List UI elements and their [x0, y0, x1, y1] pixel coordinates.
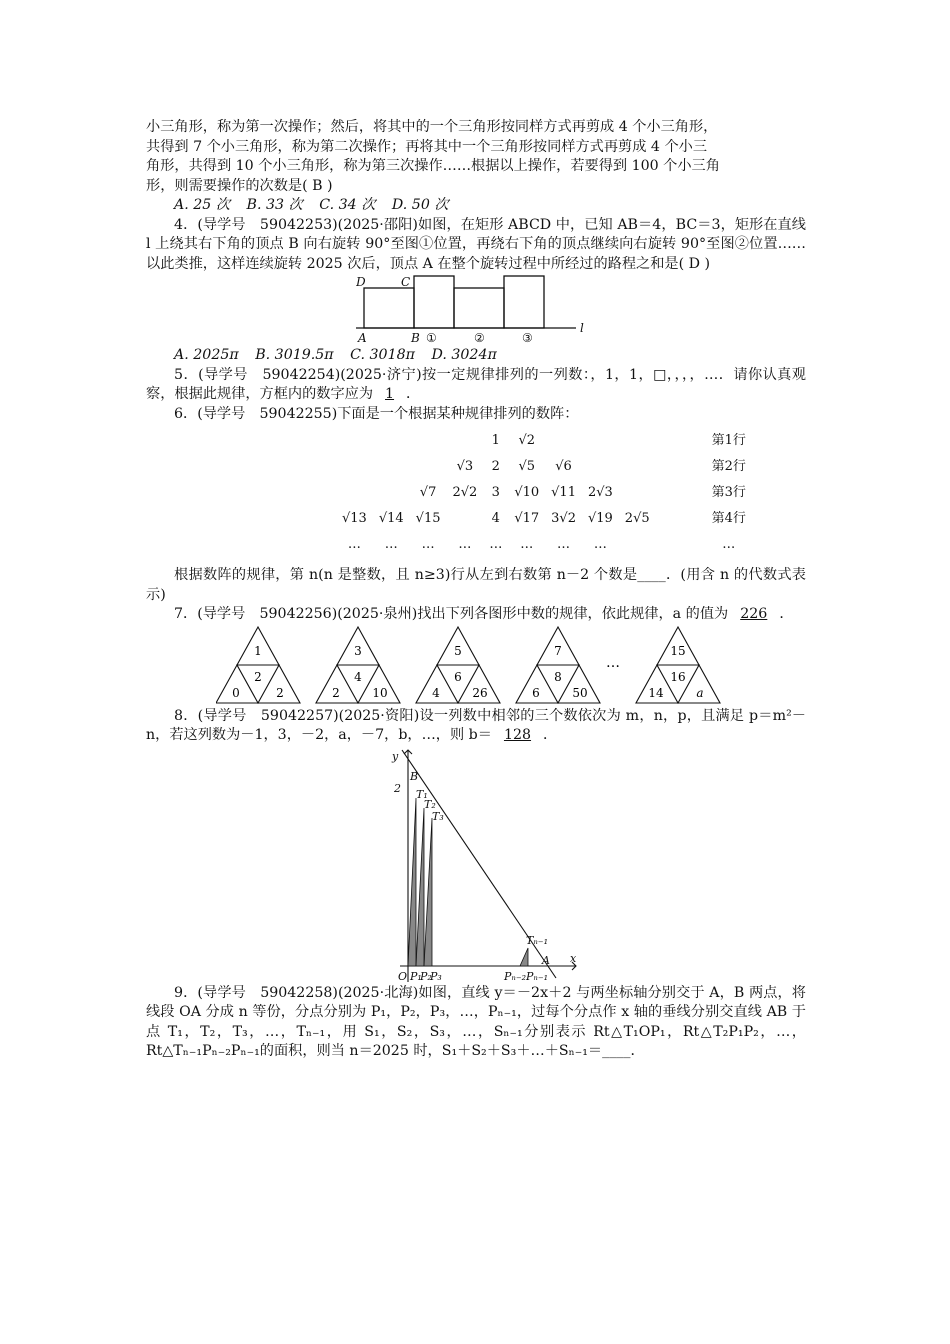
q5-answer: 1	[385, 386, 395, 402]
triangle-number-left: 6	[532, 685, 540, 700]
triangle-number-right: a	[696, 685, 704, 700]
label-circle-3: ③	[522, 331, 533, 345]
triangle-number-mid: 16	[670, 669, 686, 684]
triangle-number-right: 2	[276, 685, 284, 700]
triangle-number-left: 2	[332, 685, 340, 700]
label-d: D	[356, 275, 366, 289]
q7-answer: 226	[740, 606, 768, 622]
triangle-figure	[216, 627, 300, 703]
array-cell	[619, 480, 656, 506]
array-row	[336, 454, 752, 480]
label-circle-2: ②	[474, 331, 485, 345]
array-cell	[373, 480, 410, 506]
coordinate-figure	[386, 746, 586, 984]
triangle-number-mid: 2	[254, 669, 262, 684]
array-cell: …	[421, 537, 435, 553]
array-cell	[619, 428, 656, 454]
array-cell: 3√2	[551, 511, 576, 527]
label-pn2: Pₙ₋₂	[504, 969, 527, 983]
array-row	[336, 480, 752, 506]
triangle-number-mid: 4	[354, 669, 362, 684]
triangle-sn1	[520, 948, 528, 966]
array-cell: √2	[518, 433, 535, 449]
array-cell	[336, 480, 373, 506]
label-t2: T₂	[424, 797, 436, 811]
label-y: y	[392, 749, 399, 763]
triangle-number-mid: 6	[454, 669, 462, 684]
array-row-label: …	[722, 537, 736, 553]
array-cell: …	[520, 537, 534, 553]
array-cell: √6	[555, 459, 572, 475]
array-row-label: 第4行	[711, 511, 746, 527]
rectangle-position-2	[454, 288, 504, 328]
label-t1: T₁	[416, 787, 428, 801]
array-cell	[656, 480, 668, 506]
q7-text: 7．(导学号 59042256)(2025·泉州)找出下列各图形中数的规律，依此规律，a 的值为 226 ．	[174, 606, 794, 622]
array-cell	[373, 428, 410, 454]
array-cell: …	[384, 537, 398, 553]
array-cell	[446, 428, 483, 454]
q3-line-3: 角形，共得到 10 个小三角形，称为第三次操作……根据以上操作，若要得到 100 个小三角	[146, 158, 720, 174]
label-c: C	[401, 275, 411, 289]
label-o: O	[398, 969, 408, 983]
q4-option-b: B. 3019.5π	[255, 347, 334, 363]
rectangle-position-3	[504, 276, 544, 328]
array-cell	[619, 532, 656, 558]
q6-text: 6．(导学号 59042255)下面是一个根据某种规律排列的数阵：	[174, 405, 579, 422]
array-cell: √19	[587, 511, 613, 527]
q4-option-c: C. 3018π	[350, 347, 415, 363]
array-cell	[582, 454, 619, 480]
array-cell: √15	[415, 511, 441, 527]
array-cell	[656, 532, 668, 558]
array-cell: √14	[378, 511, 404, 527]
triangle-figure	[516, 627, 600, 703]
label-l: l	[580, 321, 584, 335]
array-cell: …	[593, 537, 607, 553]
triangle-number-top: 1	[254, 643, 262, 658]
array-cell	[336, 428, 373, 454]
q8-text: 8．(导学号 59042257)(2025·资阳)设一列数中相邻的三个数依次为 m，n，p，且满足 p＝m²－n，若这列数为－1，3，－2，a，－7，b，…，则 b＝ 128 ．	[146, 707, 806, 743]
q4-option-d: D. 3024π	[431, 347, 497, 363]
q5-text: 5．(导学号 59042254)(2025·济宁)按一定规律排列的一列数：，1，1，□，，，，…．请你认真观察，根据此规律，方框内的数字应为 1 ．	[146, 366, 806, 402]
array-cell: …	[458, 537, 472, 553]
array-cell	[619, 454, 656, 480]
triangle-figure	[416, 627, 500, 703]
rectangle-position-1	[414, 276, 454, 328]
q4-option-a: A. 2025π	[174, 347, 239, 363]
q4-text: 4．(导学号 59042253)(2025·邵阳)如图，在矩形 ABCD 中，已知 AB＝4，BC＝3，矩形在直线 l 上绕其右下角的顶点 B 向右旋转 90°至图①位置，再绕右下角的顶点继续向右旋转 90°至图②位置……以此类推，这样连续旋转 2025 次后，顶点 A 在整个旋转过程中所经过的路程之和是( D )	[146, 216, 806, 272]
array-cell: √11	[551, 485, 576, 501]
label-circle-1: ①	[426, 331, 437, 345]
array-row-label: 第3行	[711, 485, 746, 501]
array-cell: 3	[491, 485, 500, 501]
triangle-number-mid: 8	[554, 669, 562, 684]
document-page	[146, 118, 806, 1062]
triangle-s2	[416, 808, 424, 966]
rectangle-rotation-figure	[356, 274, 596, 346]
q6-after: 根据数阵的规律，第 n(n 是整数，且 n≥3)行从左到右数第 n－2 个数是____．(用含 n 的代数式表示)	[146, 567, 806, 603]
array-cell: 2√5	[624, 511, 650, 527]
label-pn1: Pₙ₋₁	[526, 969, 549, 983]
triangle-figure	[316, 627, 400, 703]
array-cell	[545, 428, 582, 454]
array-cell	[446, 506, 483, 532]
triangle-number-left: 14	[648, 685, 664, 700]
q3-options	[146, 196, 806, 216]
triangle-s3	[424, 818, 432, 966]
array-cell: …	[347, 537, 361, 553]
triangle-number-right: 50	[572, 685, 588, 700]
q3-line-4: 形，则需要操作的次数是( B )	[146, 177, 333, 194]
label-x: x	[570, 951, 577, 965]
array-cell	[336, 454, 373, 480]
array-row-label: 第2行	[711, 459, 746, 475]
triangle-figure	[636, 627, 720, 703]
q3-option-c: C. 34 次	[319, 197, 376, 213]
array-cell: √3	[456, 459, 474, 475]
q3-option-d: D. 50 次	[391, 197, 449, 213]
label-p1: P₁	[410, 969, 422, 983]
array-cell: …	[557, 537, 571, 553]
array-cell: 2√3	[587, 485, 613, 501]
array-cell	[373, 454, 410, 480]
array-cell	[656, 454, 668, 480]
label-p2: P₂	[420, 969, 432, 983]
array-cell: √13	[342, 511, 367, 527]
triangle-number-top: 7	[554, 643, 562, 658]
array-cell	[656, 428, 668, 454]
q4-options	[146, 346, 806, 366]
array-cell: 2	[491, 459, 500, 475]
triangle-number-left: 4	[432, 685, 440, 700]
array-cell	[582, 428, 619, 454]
q3-option-b: B. 33 次	[246, 197, 303, 213]
rectangle-abcd	[364, 288, 414, 328]
triangle-number-top: 15	[670, 643, 686, 658]
array-cell: √7	[419, 485, 437, 501]
label-b2: B	[410, 769, 419, 783]
triangle-number-top: 5	[454, 643, 462, 658]
q3-line-1: 小三角形，称为第一次操作；然后，将其中的一个三角形按同样方式再剪成 4 个小三角形，	[146, 119, 718, 135]
triangle-s1	[408, 798, 416, 966]
q9-text: 9．(导学号 59042258)(2025·北海)如图，直线 y＝－2x＋2 与两坐标轴分别交于 A，B 两点，将线段 OA 分成 n 等份，分点分别为 P₁，P₂，P₃，…，Pₙ₋₁，过每个分点作 x 轴的垂线分别交直线 AB 于点 T₁，T₂，T₃，…，Tₙ₋₁，用 S₁，S₂，S₃，…，Sₙ₋₁分别表示 Rt△T₁OP₁，Rt△T₂P₁P₂，…，Rt△Tₙ₋₁Pₙ₋₂Pₙ₋₁的面积，则当 n＝2025 时，S₁＋S₂＋S₃＋…＋Sₙ₋₁＝____．	[146, 984, 806, 1059]
label-a: A	[358, 331, 367, 345]
array-row	[336, 428, 752, 454]
label-a2: A	[542, 953, 550, 967]
array-cell	[410, 428, 447, 454]
array-cell: √5	[518, 459, 535, 475]
array-cell: …	[489, 537, 503, 553]
triangle-number-top: 3	[354, 643, 362, 658]
number-array-table	[336, 428, 752, 558]
label-p3: P₃	[430, 969, 442, 983]
array-row	[336, 532, 752, 558]
array-row	[336, 506, 752, 532]
array-cell: √10	[514, 485, 540, 501]
label-tn1: Tₙ₋₁	[526, 933, 549, 947]
triangle-ellipsis: …	[606, 654, 620, 671]
q8-answer: 128	[503, 727, 532, 743]
array-row-label: 第1行	[711, 433, 746, 449]
array-cell: 4	[491, 511, 500, 527]
q3-line-2: 共得到 7 个小三角形，称为第二次操作；再将其中一个三角形按同样方式再剪成 4 个小三	[146, 138, 708, 155]
label-2: 2	[394, 781, 401, 795]
array-cell: 2√2	[452, 485, 478, 501]
label-b: B	[411, 331, 420, 345]
triangle-number-right: 26	[472, 685, 488, 700]
triangle-number-right: 10	[372, 685, 388, 700]
q3-option-a: A. 25 次	[174, 197, 231, 213]
triangle-number-left: 0	[232, 685, 240, 700]
array-cell: √17	[514, 511, 540, 527]
label-t3: T₃	[432, 809, 444, 823]
array-cell: 1	[491, 433, 500, 449]
array-cell	[656, 506, 668, 532]
array-cell	[410, 454, 447, 480]
triangle-patterns-figure	[216, 625, 736, 707]
